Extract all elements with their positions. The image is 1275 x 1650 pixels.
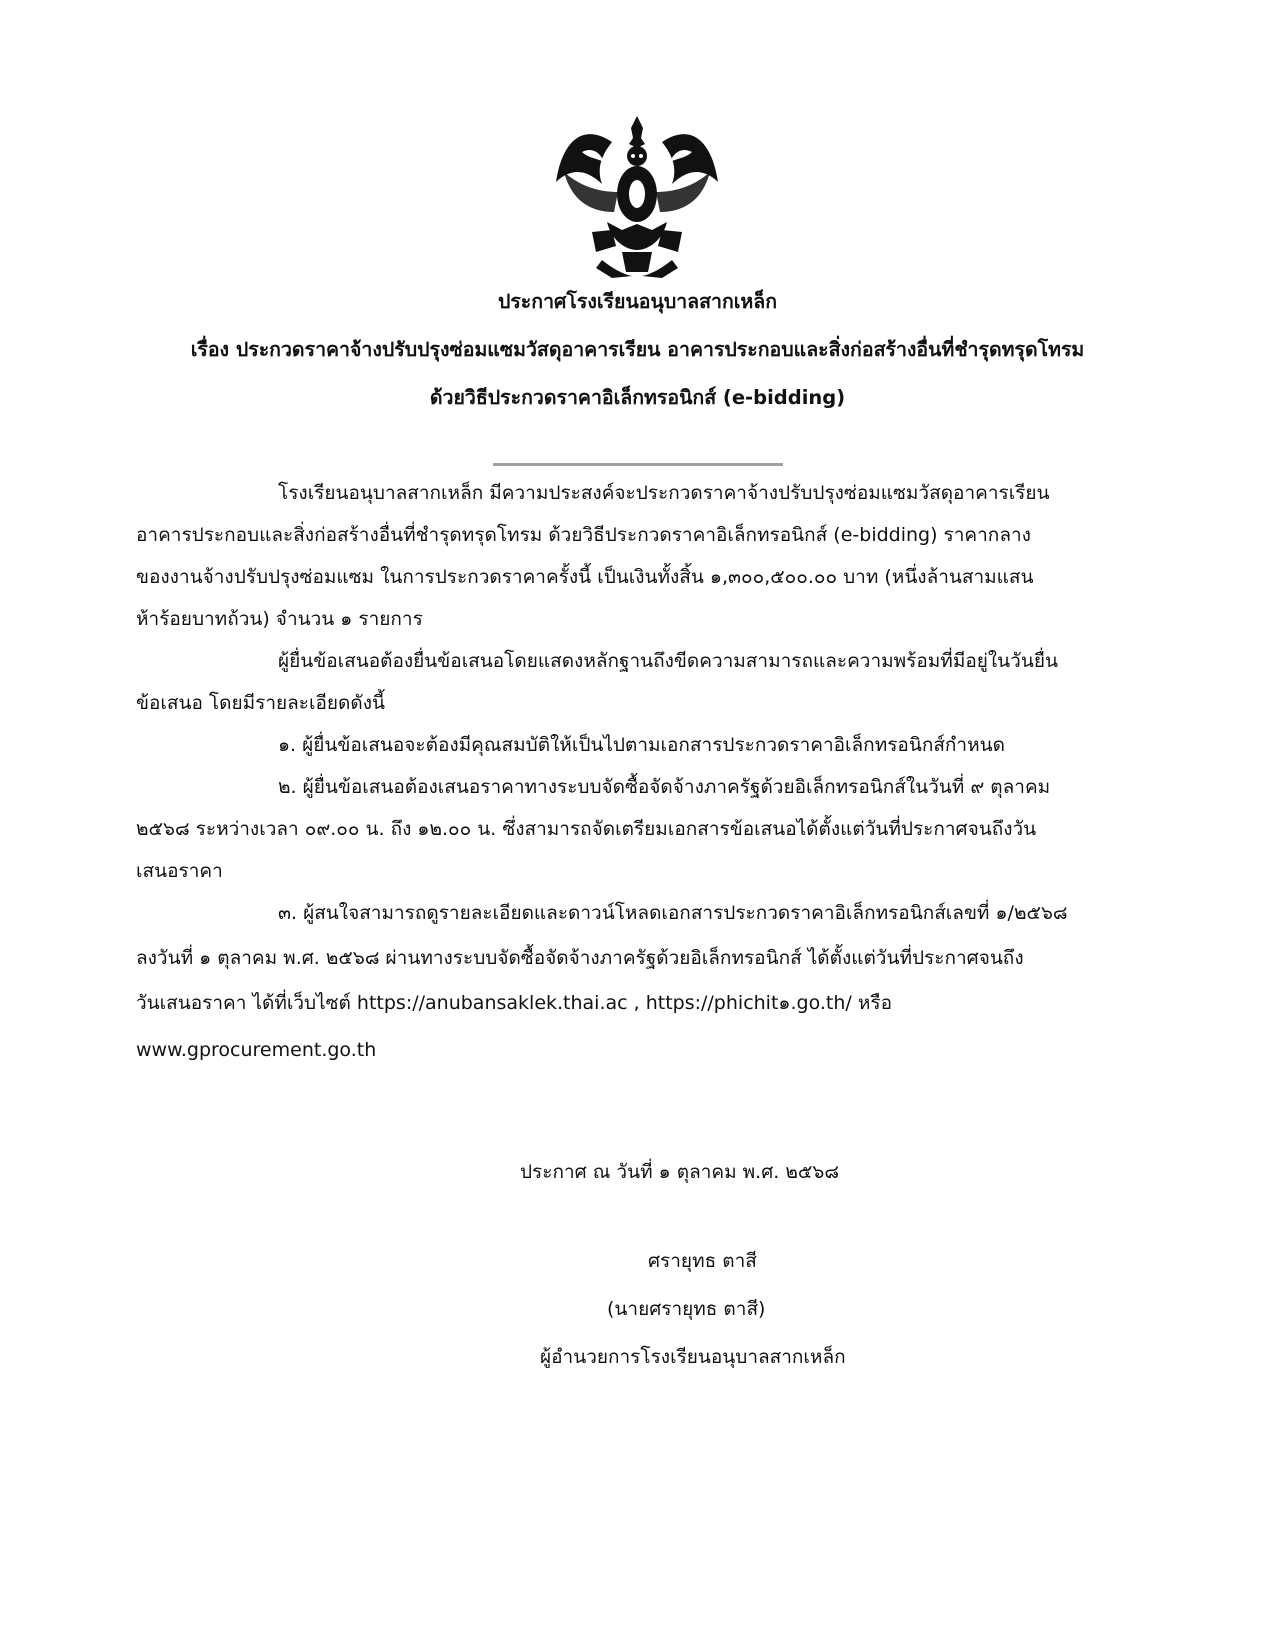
body-line: ๒. ผู้ยื่นข้อเสนอต้องเสนอราคาทางระบบจัดซื้อจัดจ้างภาครัฐด้วยอิเล็กทรอนิกส์ในวันที่ ๙ ตุลาคม	[278, 776, 1051, 798]
body-line: ๑. ผู้ยื่นข้อเสนอจะต้องมีคุณสมบัติให้เป็นไปตามเอกสารประกวดราคาอิเล็กทรอนิกส์กำหนด	[278, 734, 1005, 756]
body-line: วันเสนอราคา ได้ที่เว็บไซต์ https://anubansaklek.thai.ac , https://phichit๑.go.th/ หรือ	[136, 992, 892, 1014]
body-line: ผู้ยื่นข้อเสนอต้องยื่นข้อเสนอโดยแสดงหลักฐานถึงขีดความสามารถและความพร้อมที่มีอยู่ในวันยื่น	[278, 650, 1058, 672]
body-line: ๓. ผู้สนใจสามารถดูรายละเอียดและดาวน์โหลดเอกสารประกวดราคาอิเล็กทรอนิกส์เลขที่ ๑/๒๕๖๘	[278, 902, 1068, 924]
body-line: อาคารประกอบและสิ่งก่อสร้างอื่นที่ชำรุดทรุดโทรม ด้วยวิธีประกวดราคาอิเล็กทรอนิกส์ (e-bidding) ราคากลาง	[136, 524, 1031, 546]
document-title: ประกาศโรงเรียนอนุบาลสากเหล็ก	[497, 290, 778, 313]
body-line: ของงานจ้างปรับปรุงซ่อมแซม ในการประกวดราคาครั้งนี้ เป็นเงินทั้งสิ้น ๑,๓๐๐,๕๐๐.๐๐ บาท (หนึ่งล้านสามแสน	[136, 566, 1034, 588]
document-subject: เรื่อง ประกวดราคาจ้างปรับปรุงซ่อมแซมวัสดุอาคารเรียน อาคารประกอบและสิ่งก่อสร้างอื่นที่ชำรุดทรุดโทรม	[190, 338, 1085, 361]
announcement-date: ประกาศ ณ วันที่ ๑ ตุลาคม พ.ศ. ๒๕๖๘	[520, 1161, 839, 1183]
garuda-emblem-icon	[552, 112, 722, 280]
body-line: โรงเรียนอนุบาลสากเหล็ก มีความประสงค์จะประกวดราคาจ้างปรับปรุงซ่อมแซมวัสดุอาคารเรียน	[278, 482, 1050, 504]
signature: ศรายุทธ ตาสี	[648, 1250, 757, 1272]
body-line: เสนอราคา	[136, 860, 223, 882]
website-link[interactable]: www.gprocurement.go.th	[136, 1039, 377, 1061]
title-divider	[493, 463, 783, 466]
body-line: ๒๕๖๘ ระหว่างเวลา ๐๙.๐๐ น. ถึง ๑๒.๐๐ น. ซึ่งสามารถจัดเตรียมเอกสารข้อเสนอได้ตั้งแต่วันที่ประกาศจนถึงวัน	[136, 818, 1037, 840]
body-line: ลงวันที่ ๑ ตุลาคม พ.ศ. ๒๕๖๘ ผ่านทางระบบจัดซื้อจัดจ้างภาครัฐด้วยอิเล็กทรอนิกส์ ได้ตั้งแต่วันที่ประกาศจนถึง	[136, 947, 1024, 969]
procurement-method: ด้วยวิธีประกวดราคาอิเล็กทรอนิกส์ (e-bidding)	[429, 386, 846, 409]
body-line: ข้อเสนอ โดยมีรายละเอียดดังนี้	[136, 692, 385, 714]
signer-position: ผู้อำนวยการโรงเรียนอนุบาลสากเหล็ก	[540, 1346, 846, 1368]
body-line: ห้าร้อยบาทถ้วน) จำนวน ๑ รายการ	[136, 608, 423, 630]
signer-name: (นายศรายุทธ ตาสี)	[607, 1298, 766, 1320]
